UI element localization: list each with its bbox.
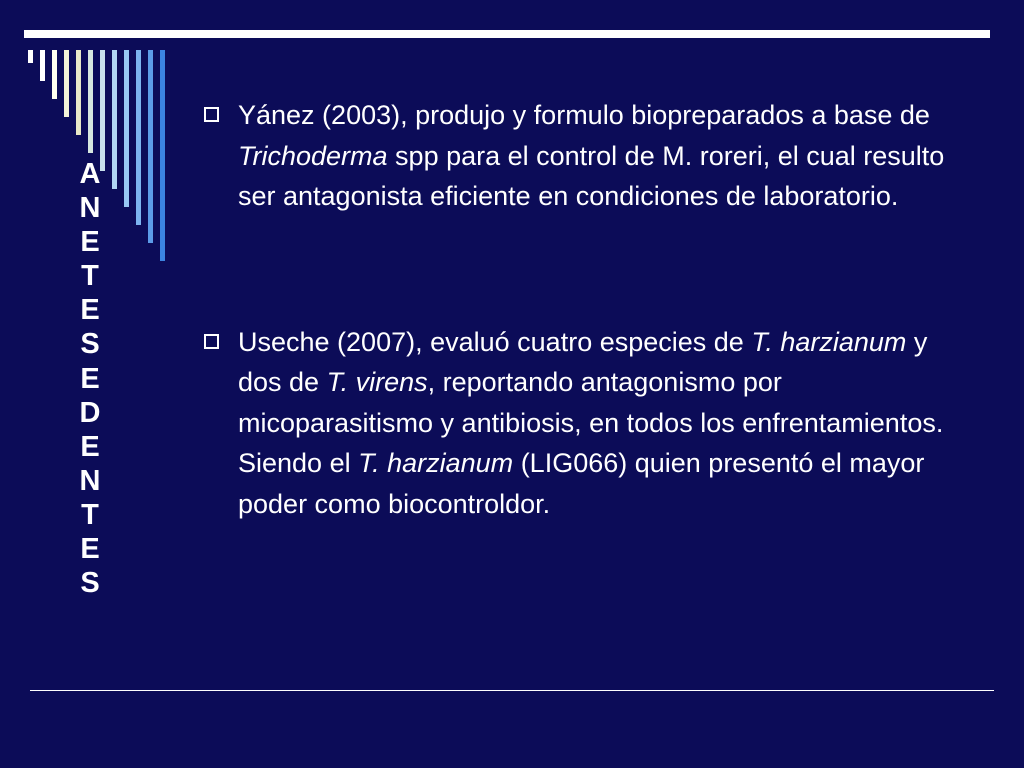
bullet-text bbox=[238, 95, 968, 217]
bullet-item bbox=[198, 322, 978, 525]
stripe bbox=[40, 50, 45, 81]
text-segment: y dos de bbox=[238, 326, 928, 397]
vertical-title-letter: E bbox=[80, 533, 100, 566]
bullet-list bbox=[198, 95, 978, 524]
stripe bbox=[76, 50, 81, 135]
vertical-title-letter: E bbox=[80, 430, 100, 463]
stripe bbox=[28, 50, 33, 63]
text-segment: spp para el control de M. roreri, el cual resulto ser antagonista eficiente en condiciones de laboratorio. bbox=[238, 140, 945, 211]
italic-segment: T. harzianum bbox=[358, 448, 514, 478]
vertical-title-letter: T bbox=[81, 260, 99, 293]
text-segment: Yánez (2003), produjo y formulo biopreparados a base de bbox=[238, 100, 930, 130]
square-bullet-icon bbox=[204, 107, 219, 122]
vertical-title-letter: E bbox=[80, 226, 100, 259]
bullet-text bbox=[238, 322, 968, 525]
italic-segment: Trichoderma bbox=[238, 140, 388, 171]
text-segment: , reportando antagonismo por micoparasitismo y antibiosis, en todos los enfrentamientos. Siendo el bbox=[238, 367, 944, 478]
stripe bbox=[148, 50, 153, 243]
text-segment: Useche (2007), evaluó cuatro especies de bbox=[238, 326, 752, 357]
vertical-title-letter: N bbox=[79, 192, 101, 225]
italic-segment: T. virens bbox=[326, 367, 428, 397]
vertical-title-letter: N bbox=[79, 464, 101, 497]
text-segment: (LIG066) quien presentó el mayor poder como biocontroldor. bbox=[238, 448, 925, 519]
vertical-title-letter: S bbox=[80, 328, 100, 361]
bullet-item bbox=[198, 95, 978, 217]
stripe bbox=[52, 50, 57, 99]
stripe bbox=[136, 50, 141, 225]
vertical-title-letter: A bbox=[79, 158, 101, 190]
vertical-title-letter: S bbox=[80, 567, 100, 600]
stripe bbox=[88, 50, 93, 153]
square-bullet-icon bbox=[204, 334, 219, 349]
vertical-title-letter: E bbox=[80, 362, 100, 395]
stripe bbox=[64, 50, 69, 117]
vertical-title bbox=[66, 157, 114, 600]
stripe bbox=[124, 50, 129, 207]
vertical-title-letter: D bbox=[79, 396, 101, 429]
italic-segment: T. harzianum bbox=[751, 326, 907, 357]
vertical-title-letter: E bbox=[80, 294, 100, 327]
vertical-title-letter: T bbox=[81, 498, 99, 531]
stripe bbox=[100, 50, 105, 171]
stripe bbox=[160, 50, 165, 261]
bottom-rule bbox=[30, 690, 994, 691]
